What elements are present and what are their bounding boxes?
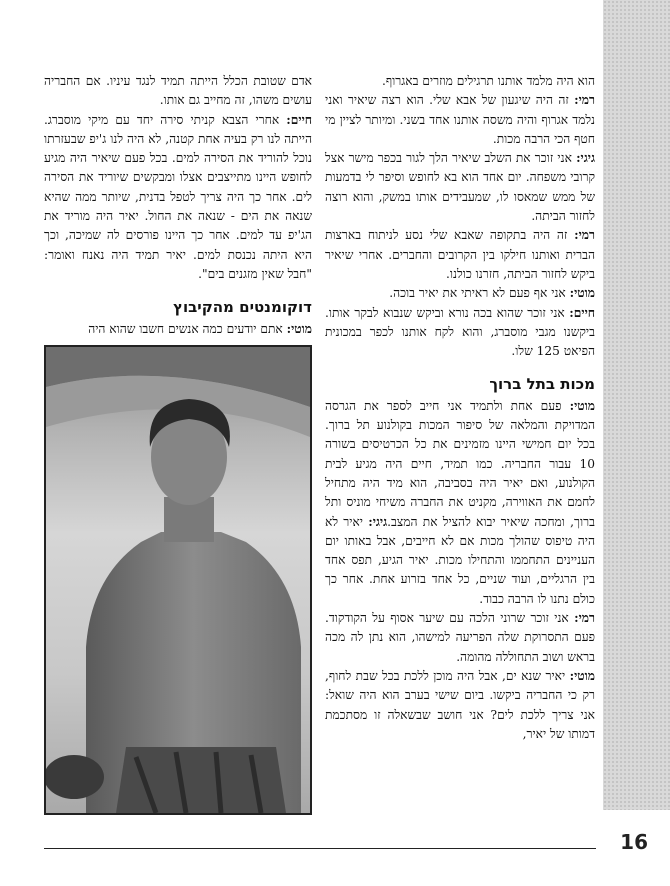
paragraph (325, 284, 595, 303)
paragraph (325, 226, 595, 284)
paragraph-text: אדם שטובת הכלל הייתה תמיד לנגד עיניו. אם החבריה עושים משהו, זה מחייב גם אותו. (44, 74, 312, 108)
paragraph-text: יאיר שנא ים, אבל היה מוכן ללכת בכל שבת לחוף, רק כי החבריה ביקשו. ביום שישי בערב הוא היה שואל: אני צריך ללכת לים? אני חושב שבשאלה זו מסתכמת דמותו של יאיר, (325, 668, 595, 741)
paragraph-text: אתם יודעים כמה אנשים חשבו שהוא היה (88, 321, 287, 336)
paragraph (44, 72, 312, 111)
paragraph-text: אני זוכר את השלב שיאיר הלך לגור בכפר מישר אצל קרובי משפחה. יום אחד הוא בא לחופש וסיפר לי בדמעות של ממש שמאסו לו, שמעבידים אותו במשק, והוא רוצה לחזור הביתה. (325, 151, 595, 224)
speaker-label: רמי: (574, 611, 595, 626)
left-text-column (44, 72, 312, 815)
speaker-label: מוטי: (286, 321, 312, 336)
speaker-label: מוטי: (569, 286, 595, 301)
paragraph-text: אני זוכר שרוני הלכה עם שיער אסוף על הקודקוד. פעם התסרוקת שלה הפריעה למישהו, הוא נתן לה מכה בראש ושוב התחוללה מהומה. (325, 611, 595, 664)
paragraph-text: הוא היה מלמד אותנו תרגילים מוזרים באגרוף. (381, 74, 595, 88)
paragraph-text: אני אף פעם לא ראיתי את יאיר בוכה. (389, 286, 570, 301)
paragraph-text: פעם אחת ולתמיד אני חייב לספר את הגרסה המדויקת והמלאה של סיפור המכות בקולנוע תל ברוך. בכל יום חמישי היינו מזמינים את כל הכרטיסים בשורה 10 עבור החבריה. כמו תמיד, חיים היה מגיע לבית הקולנוע, ואם יאיר היה בסביבה, הוא מיד היה מתחיל לחמם את האווירה, מקניט את החברה משיחי מוניס ותל ברוך, ומחכה שיאיר יבוא להציל את המצב. (325, 398, 595, 529)
right-text-column (325, 72, 595, 744)
section-heading: מכות בתל ברוך (489, 375, 595, 394)
footer-rule (44, 848, 596, 849)
paragraph (325, 72, 595, 91)
speaker-label: רמי: (574, 228, 595, 243)
side-decorative-band (603, 0, 670, 810)
paragraph (325, 304, 595, 362)
speaker-label: מוטי: (569, 398, 595, 413)
paragraph (325, 609, 595, 667)
section-heading: דוקומנטים מהקיבוץ (173, 298, 312, 317)
page-number: 16 (620, 830, 648, 854)
paragraph-text: אני זוכר שהוא בכה נורא וביקש שנבוא לבקר אותו. ביקשנו מגבי מוסברג, והוא לקח אותנו לכפר במכונית הפיאט 125 שלו. (325, 305, 595, 359)
paragraph (325, 149, 595, 226)
speaker-label: מוטי: (569, 668, 595, 683)
paragraph (325, 397, 595, 609)
paragraph-text: זה היה בתקופה שאבא שלי נסע לניתוח בארצות הברית ואותנו חילקו בין הקרובים והחברים. אחרי שיאיר ביקש לחזור הביתה, חזרנו כולנו. (325, 228, 595, 281)
paragraph (325, 667, 595, 744)
speaker-label: חיים: (286, 112, 312, 127)
paragraph-text: יאיר לא היה טיפוס שהולך מכות אם לא חייבים, אבל באותו יום העניינים התחממו והתחילו מכות. יאיר הגיע, תפס אחד בין הרגליים, ועוד שניים, כל אחד בזרוע אחת. אחר כך כולם נתנו לו הרבה כבוד. (325, 514, 595, 606)
speaker-label: חיים: (569, 305, 595, 320)
speaker-label: גיגי: (368, 514, 388, 529)
paragraph-text: אחרי הצבא קניתי סירה יחד עם מיקי מוסברג. הייתה לנו רק בעיה אחת קטנה, לא היה לנו ג'יפ שבעזרתו נוכל להוריד את הסירה למים. בכל פעם שיאיר היה מגיע לחופש היינו מתייצבים אצלו ומבקשים שיוריד את הסירה לים. אחר כך היה צריך לטפל בדנית, שיותר ממה שהיא שנאה את הים - שנאה את החול. יאיר היה מוריד את הג'יפ עד למים. אחר כך היינו פורסים לה שמיכה, וכך היא היתה נכנסת למים. יאיר תמיד היה נאנח ואומר: "חבל שאין מזגנים בים". (44, 112, 312, 281)
speaker-label: רמי: (574, 93, 595, 108)
paragraph (325, 91, 595, 149)
paragraph (44, 320, 312, 339)
portrait-photo (44, 345, 312, 815)
paragraph (44, 111, 312, 285)
speaker-label: גיגי: (576, 151, 595, 166)
photo-illustration (46, 347, 310, 813)
paragraph-text: זה היה שיגעון של אבא שלי. הוא רצה שיאיר ואני נלמד אגרוף והיה משסה אותנו אחד בשני. ומיותר לציין מי חטף הכי הרבה מכות. (325, 93, 595, 146)
